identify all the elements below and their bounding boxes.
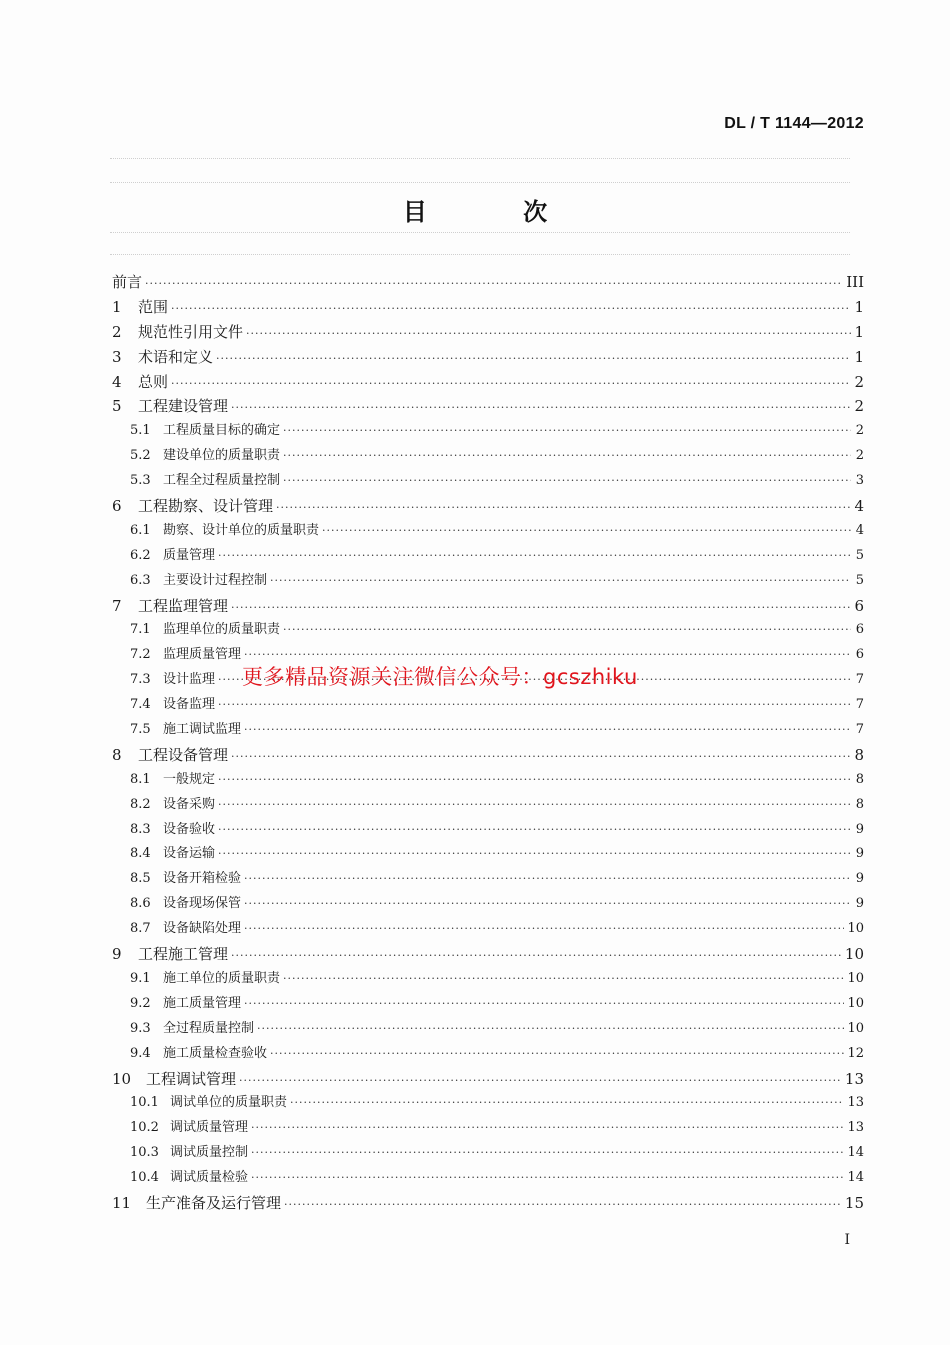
toc-entry-title: 设备运输	[163, 846, 216, 862]
toc-leader-dots	[257, 1017, 844, 1042]
toc-leader-dots	[218, 768, 851, 793]
toc-leader-dots	[270, 569, 851, 594]
toc-entry-section[interactable]	[112, 917, 864, 942]
toc-entry-title: 术语和定义	[138, 347, 214, 366]
toc-leader-dots	[251, 1166, 844, 1191]
toc-entry-chapter[interactable]	[112, 494, 864, 519]
toc-entry-title: 调试质量检验	[170, 1170, 249, 1186]
toc-entry-page: 10	[847, 995, 864, 1011]
toc-entry-section[interactable]	[112, 618, 864, 643]
toc-entry-page: 5	[855, 547, 864, 563]
toc-entry-chapter[interactable]	[112, 594, 864, 619]
toc-entry-page: 3	[855, 473, 864, 489]
toc-entry-title: 工程施工管理	[138, 945, 229, 964]
toc-entry-number: 10.4	[130, 1170, 159, 1186]
toc-entry-page: 4	[855, 522, 864, 538]
toc-entry-page: 10	[847, 970, 864, 986]
toc-entry-chapter[interactable]	[112, 270, 864, 295]
toc-entry-title: 工程调试管理	[146, 1069, 237, 1088]
toc-leader-dots	[218, 818, 851, 843]
toc-leader-dots	[244, 992, 844, 1017]
toc-entry-number: 4	[112, 372, 122, 391]
toc-entry-number: 7.5	[130, 722, 151, 738]
toc-entry-section[interactable]	[112, 544, 864, 569]
toc-entry-page: 8	[855, 771, 864, 787]
toc-entry-page: 7	[855, 697, 864, 713]
toc-leader-dots	[244, 917, 844, 942]
toc-entry-chapter[interactable]	[112, 320, 864, 345]
toc-entry-page: 5	[855, 572, 864, 588]
toc-entry-chapter[interactable]	[112, 743, 864, 768]
toc-entry-number: 3	[112, 347, 122, 366]
toc-entry-title: 设备监理	[163, 697, 216, 713]
toc-entry-page: 2	[855, 423, 864, 439]
toc-entry-title: 设备开箱检验	[163, 871, 242, 887]
toc-entry-section[interactable]	[112, 1166, 864, 1191]
toc-entry-title: 设备现场保管	[163, 896, 242, 912]
toc-entry-page: 14	[847, 1170, 864, 1186]
toc-entry-title: 设备验收	[163, 821, 216, 837]
scan-noise-line	[110, 254, 850, 256]
toc-entry-title: 勘察、设计单位的质量职责	[163, 522, 320, 538]
toc-leader-dots	[322, 519, 851, 544]
toc-leader-dots	[251, 1116, 844, 1141]
toc-entry-page: 13	[844, 1069, 864, 1088]
toc-entry-page: 1	[854, 322, 864, 341]
toc-entry-page: 9	[855, 871, 864, 887]
toc-entry-number: 9.4	[130, 1045, 151, 1061]
toc-leader-dots	[270, 1042, 844, 1067]
toc-entry-number: 9	[112, 945, 122, 964]
toc-entry-number: 9.3	[130, 1020, 151, 1036]
toc-entry-section[interactable]	[112, 1017, 864, 1042]
toc-leader-dots	[283, 967, 844, 992]
watermark-text: 更多精品资源关注微信公众号：gcszhiku	[242, 665, 638, 689]
toc-entry-number: 6.3	[130, 572, 151, 588]
toc-leader-dots	[218, 793, 851, 818]
toc-entry-page: III	[846, 273, 864, 291]
toc-entry-title: 监理质量管理	[163, 647, 242, 663]
toc-entry-page: 6	[855, 622, 864, 638]
toc-entry-number: 5	[112, 397, 122, 416]
toc-entry-number: 9.2	[130, 995, 151, 1011]
toc-entry-title: 施工质量管理	[163, 995, 242, 1011]
toc-entry-section[interactable]	[112, 892, 864, 917]
toc-entry-chapter[interactable]	[112, 345, 864, 370]
toc-entry-number: 1	[112, 297, 122, 316]
toc-entry-section[interactable]	[112, 693, 864, 718]
toc-entry-number: 7	[112, 596, 122, 615]
toc-entry-title: 规范性引用文件	[138, 322, 244, 341]
toc-leader-dots	[145, 272, 843, 297]
toc-entry-number: 8.6	[130, 896, 151, 912]
page-number: I	[844, 1232, 850, 1248]
toc-entry-section[interactable]	[112, 469, 864, 494]
toc-entry-page: 1	[854, 297, 864, 316]
toc-entry-page: 2	[855, 448, 864, 464]
toc-entry-page: 4	[854, 497, 864, 516]
toc-entry-page: 10	[847, 1020, 864, 1036]
toc-entry-page: 13	[847, 1095, 864, 1111]
toc-entry-title: 范围	[138, 297, 169, 316]
toc-entry-chapter[interactable]	[112, 394, 864, 419]
toc-entry-section[interactable]	[112, 793, 864, 818]
toc-entry-page: 9	[855, 896, 864, 912]
toc-entry-title: 设计监理	[163, 672, 216, 688]
toc-entry-section[interactable]	[112, 1116, 864, 1141]
toc-entry-section[interactable]	[112, 444, 864, 469]
toc-entry-number: 10.3	[130, 1145, 159, 1161]
toc-entry-section[interactable]	[112, 967, 864, 992]
toc-entry-number: 10.1	[130, 1095, 159, 1111]
toc-entry-number: 6	[112, 497, 122, 516]
toc-leader-dots	[284, 1193, 842, 1218]
toc-leader-dots	[171, 297, 851, 322]
toc-entry-title: 工程监理管理	[138, 596, 229, 615]
toc-entry-page: 7	[855, 722, 864, 738]
scan-noise-line	[110, 158, 850, 160]
toc-leader-dots	[218, 693, 851, 718]
toc-entry-page: 12	[847, 1045, 864, 1061]
toc-entry-section[interactable]	[112, 1042, 864, 1067]
toc-leader-dots	[231, 396, 851, 421]
scan-noise-line	[110, 232, 850, 234]
standard-code: DL / T 1144—2012	[724, 115, 864, 132]
toc-leader-dots	[216, 347, 851, 372]
toc-entry-section[interactable]	[112, 867, 864, 892]
toc-entry-page: 14	[847, 1145, 864, 1161]
toc-leader-dots	[244, 892, 851, 917]
toc-entry-section[interactable]	[112, 569, 864, 594]
toc-leader-dots	[251, 1141, 844, 1166]
toc-entry-title: 生产准备及运行管理	[146, 1193, 282, 1212]
toc-entry-page: 7	[855, 672, 864, 688]
toc-leader-dots	[171, 372, 851, 397]
toc-entry-page: 2	[854, 397, 864, 416]
toc-entry-page: 6	[854, 596, 864, 615]
toc-entry-page: 15	[844, 1193, 864, 1212]
toc-entry-section[interactable]	[112, 419, 864, 444]
toc-leader-dots	[290, 1091, 844, 1116]
toc-leader-dots	[283, 618, 851, 643]
toc-entry-title: 建设单位的质量职责	[163, 448, 281, 464]
toc-leader-dots	[283, 419, 851, 444]
toc-entry-title: 施工单位的质量职责	[163, 970, 281, 986]
toc-entry-page: 2	[854, 372, 864, 391]
toc-entry-chapter[interactable]	[112, 1067, 864, 1092]
toc-entry-number: 11	[112, 1193, 132, 1212]
toc-entry-chapter[interactable]	[112, 1191, 864, 1216]
toc-entry-page: 6	[855, 647, 864, 663]
toc-entry-chapter[interactable]	[112, 942, 864, 967]
toc-entry-number: 7.1	[130, 622, 151, 638]
toc-entry-title: 前言	[112, 273, 143, 291]
toc-entry-title: 全过程质量控制	[163, 1020, 255, 1036]
toc-leader-dots	[218, 544, 851, 569]
toc-entry-section[interactable]	[112, 842, 864, 867]
toc-leader-dots	[218, 842, 851, 867]
toc-entry-number: 8	[112, 745, 122, 764]
toc-entry-section[interactable]	[112, 519, 864, 544]
toc-leader-dots	[283, 469, 851, 494]
toc-entry-title: 总则	[138, 372, 169, 391]
toc-leader-dots	[231, 596, 851, 621]
toc-entry-number: 9.1	[130, 970, 151, 986]
toc-entry-number: 8.1	[130, 771, 151, 787]
toc-entry-title: 设备采购	[163, 796, 216, 812]
toc-entry-number: 8.2	[130, 796, 151, 812]
toc-entry-number: 10.2	[130, 1120, 159, 1136]
toc-entry-title: 监理单位的质量职责	[163, 622, 281, 638]
toc-leader-dots	[244, 718, 851, 743]
toc-entry-section[interactable]	[112, 768, 864, 793]
toc-entry-number: 10	[112, 1069, 132, 1088]
table-of-contents	[112, 270, 864, 1216]
toc-entry-title: 调试质量控制	[170, 1145, 249, 1161]
toc-entry-section[interactable]	[112, 992, 864, 1017]
toc-entry-number: 5.3	[130, 473, 151, 489]
toc-entry-title: 工程全过程质量控制	[163, 473, 281, 489]
toc-entry-page: 8	[855, 796, 864, 812]
toc-entry-title: 工程勘察、设计管理	[138, 497, 274, 516]
toc-entry-number: 7.3	[130, 672, 151, 688]
toc-entry-title: 调试单位的质量职责	[170, 1095, 288, 1111]
toc-entry-page: 1	[854, 347, 864, 366]
toc-entry-number: 8.5	[130, 871, 151, 887]
toc-entry-page: 10	[844, 945, 864, 964]
toc-entry-title: 工程质量目标的确定	[163, 423, 281, 439]
toc-entry-number: 8.4	[130, 846, 151, 862]
toc-entry-title: 施工质量检查验收	[163, 1045, 268, 1061]
toc-entry-number: 2	[112, 322, 122, 341]
toc-entry-number: 8.3	[130, 821, 151, 837]
toc-entry-title: 主要设计过程控制	[163, 572, 268, 588]
toc-entry-page: 10	[847, 921, 864, 937]
toc-entry-section[interactable]	[112, 718, 864, 743]
toc-entry-title: 施工调试监理	[163, 722, 242, 738]
toc-entry-page: 9	[855, 846, 864, 862]
toc-entry-number: 8.7	[130, 921, 151, 937]
toc-entry-page: 8	[854, 745, 864, 764]
toc-entry-section[interactable]	[112, 1141, 864, 1166]
toc-entry-title: 工程设备管理	[138, 745, 229, 764]
toc-leader-dots	[244, 867, 851, 892]
toc-entry-title: 设备缺陷处理	[163, 921, 242, 937]
toc-leader-dots	[283, 444, 851, 469]
toc-entry-number: 7.2	[130, 647, 151, 663]
toc-leader-dots	[239, 1069, 842, 1094]
toc-entry-number: 5.2	[130, 448, 151, 464]
toc-entry-title: 调试质量管理	[170, 1120, 249, 1136]
toc-entry-section[interactable]	[112, 1091, 864, 1116]
scan-noise-line	[110, 182, 850, 184]
toc-leader-dots	[246, 322, 851, 347]
toc-entry-number: 5.1	[130, 423, 151, 439]
toc-entry-title: 一般规定	[163, 771, 216, 787]
toc-entry-title: 工程建设管理	[138, 397, 229, 416]
toc-entry-page: 9	[855, 821, 864, 837]
toc-entry-section[interactable]	[112, 818, 864, 843]
toc-title: 目 次	[402, 198, 592, 226]
toc-leader-dots	[231, 944, 842, 969]
toc-entry-chapter[interactable]	[112, 370, 864, 395]
toc-entry-number: 7.4	[130, 697, 151, 713]
toc-entry-number: 6.1	[130, 522, 151, 538]
toc-leader-dots	[231, 745, 851, 770]
toc-entry-title: 质量管理	[163, 547, 216, 563]
toc-entry-chapter[interactable]	[112, 295, 864, 320]
toc-entry-number: 6.2	[130, 547, 151, 563]
toc-entry-page: 13	[847, 1120, 864, 1136]
toc-leader-dots	[276, 496, 851, 521]
